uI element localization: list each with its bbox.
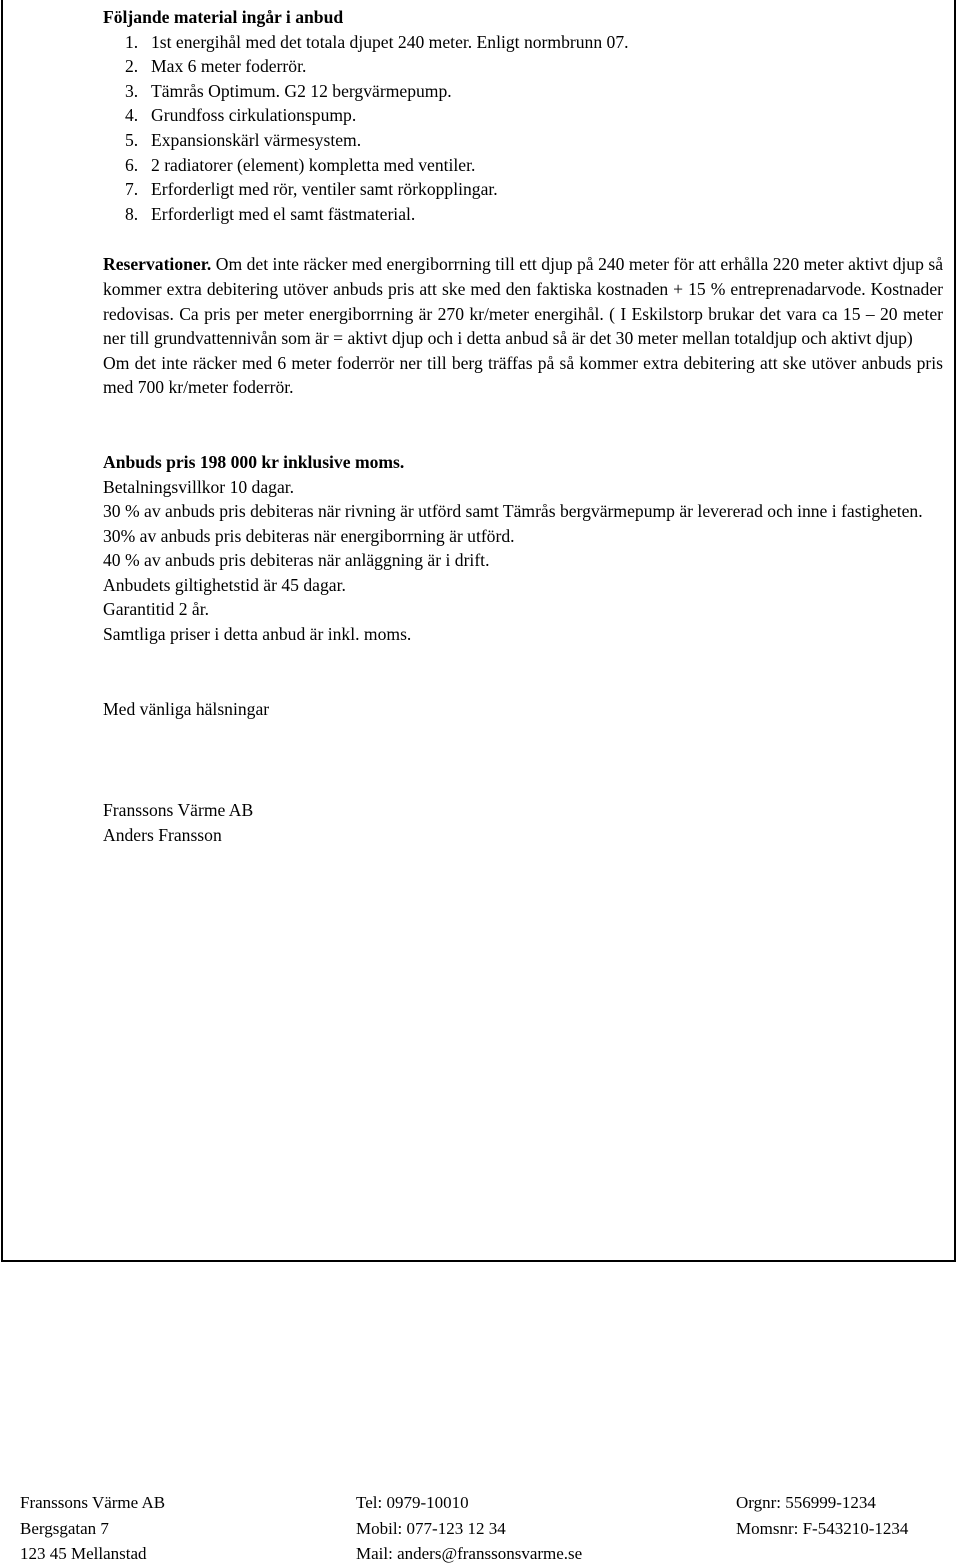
item-number: 6. (125, 154, 139, 175)
item-number: 4. (125, 105, 139, 126)
list-item (103, 177, 943, 202)
item-number: 1. (125, 31, 139, 52)
payment-step-2: 30% av anbuds pris debiteras när energiborrning är utförd. (103, 525, 515, 546)
item-text: 2 radiatorer (element) kompletta med ventiler. (151, 154, 476, 175)
materials-heading: Följande material ingår i anbud (103, 7, 344, 27)
item-number: 3. (125, 80, 139, 101)
greeting: Med vänliga hälsningar (103, 698, 270, 719)
item-text: Grundfoss cirkulationspump. (151, 105, 357, 126)
signature-company: Franssons Värme AB (103, 800, 254, 821)
item-text: Max 6 meter foderrör. (151, 56, 307, 77)
footer-mobile: Mobil: 077-123 12 34 (356, 1518, 506, 1538)
item-number: 5. (125, 129, 139, 150)
signature-name: Anders Fransson (103, 824, 222, 845)
footer-email: Mail: anders@franssonsvarme.se (356, 1544, 583, 1563)
list-item (103, 202, 943, 227)
list-item (103, 153, 943, 178)
list-item (103, 30, 943, 55)
item-number: 7. (125, 179, 139, 200)
payment-step-1: 30 % av anbuds pris debiteras när rivning är utförd samt Tämrås bergvärmepump är levererad och inne i fastigheten. (103, 501, 923, 522)
list-item (103, 54, 943, 79)
footer-street: Bergsgatan 7 (20, 1518, 109, 1538)
footer-postal: 123 45 Mellanstad (20, 1544, 147, 1563)
footer-phone: Tel: 0979-10010 (356, 1493, 469, 1512)
warranty-period: Garantitid 2 år. (103, 599, 210, 620)
materials-list (103, 30, 943, 227)
item-number: 8. (125, 203, 139, 224)
vat-note: Samtliga priser i detta anbud är inkl. moms. (103, 624, 412, 645)
offer-content (103, 5, 943, 847)
foderror-reservation: Om det inte räcker med 6 meter foderrör ner till berg träffas på så kommer extra debitering att ske utöver anbuds pris med 700 kr/meter foderrör. (103, 352, 943, 398)
reservations-label: Reservationer. (103, 254, 212, 275)
item-text: Expansionskärl värmesystem. (151, 129, 362, 150)
reservations-paragraph (103, 252, 943, 350)
reservations-text: Om det inte räcker med energiborrning till ett djup på 240 meter för att erhålla 220 meter aktivt djup så kommer extra debitering utöver anbuds pris att ske med den faktiska kostnaden + 15 % entreprenadarvode. Kostnader redovisas. Ca pris per meter energiborrning är 270 kr/meter energihål. ( I Eskilstorp brukar det vara ca 15 – 20 meter ner till grundvattennivån som är = aktivt djup och i detta anbud så är det 30 meter mellan totaldjup och aktivt djup) (103, 254, 943, 349)
price-headline: Anbuds pris 198 000 kr inklusive moms. (103, 451, 405, 472)
item-text: 1st energihål med det totala djupet 240 meter. Enligt normbrunn 07. (151, 31, 629, 52)
item-text: Erforderligt med rör, ventiler samt rörkopplingar. (151, 179, 498, 200)
footer-contact-column (356, 1490, 582, 1567)
footer-vatnr: Momsnr: F-543210-1234 (736, 1518, 909, 1538)
list-item (103, 128, 943, 153)
validity-period: Anbudets giltighetstid är 45 dagar. (103, 574, 346, 595)
footer-orgnr: Orgnr: 556999-1234 (736, 1493, 876, 1512)
item-text: Erforderligt med el samt fästmaterial. (151, 203, 416, 224)
list-item (103, 79, 943, 104)
item-number: 2. (125, 56, 139, 77)
footer-address-column (20, 1490, 165, 1567)
footer-company: Franssons Värme AB (20, 1493, 166, 1512)
item-text: Tämrås Optimum. G2 12 bergvärmepump. (151, 80, 452, 101)
payment-step-3: 40 % av anbuds pris debiteras när anläggning är i drift. (103, 550, 490, 571)
footer-registration-column (736, 1490, 908, 1541)
list-item (103, 103, 943, 128)
payment-terms: Betalningsvillkor 10 dagar. (103, 476, 295, 497)
